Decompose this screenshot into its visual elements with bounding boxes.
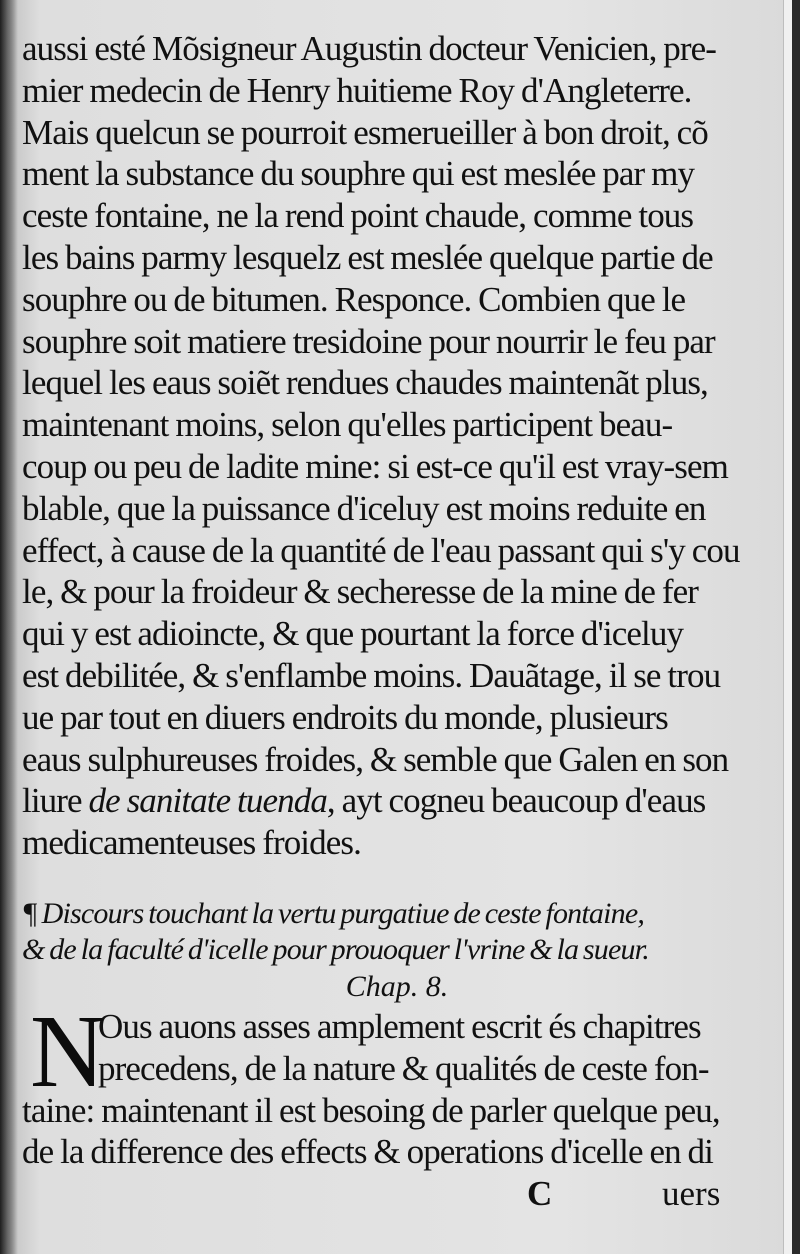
body-line: les bains parmy lesquelz est meslée quelque partie de bbox=[22, 237, 713, 277]
chapter-line: precedens, de la nature & qualités de ceste fon- bbox=[98, 1048, 709, 1088]
body-line: lequel les eaus soiẽt rendues chaudes maintenãt plus, bbox=[22, 363, 708, 403]
body-line: le, & pour la froideur & secheresse de la mine de fer bbox=[22, 572, 698, 612]
body-line: est debilitée, & s'enflambe moins. Dauãtage, il se trou bbox=[22, 655, 721, 695]
book-title-italic: de sanitate tuenda bbox=[88, 781, 327, 821]
body-line: effect, à cause de la quantité de l'eau passant qui s'y cou bbox=[22, 530, 740, 570]
body-line: mier medecin de Henry huitieme Roy d'Angleterre. bbox=[22, 70, 692, 110]
discourse-heading-line: & de la faculté d'icelle pour prouoquer l'vrine & la sueur. bbox=[22, 932, 649, 966]
body-line: aussi esté Mõsigneur Augustin docteur Venicien, pre- bbox=[22, 29, 717, 68]
body-line: souphre ou de bitumen. Responce. Combien que le bbox=[22, 279, 686, 319]
chapter-line: Ous auons asses amplement escrit és chapitres bbox=[98, 1006, 701, 1046]
body-line: ment la substance du souphre qui est meslée par my bbox=[22, 154, 695, 194]
body-line: qui y est adioincte, & que pourtant la force d'iceluy bbox=[22, 614, 684, 654]
body-line: eaus sulphureuses froides, & semble que Galen en son bbox=[22, 739, 729, 779]
galen-line bbox=[22, 780, 732, 822]
gutter-shadow bbox=[0, 0, 18, 1254]
drop-cap: N bbox=[30, 993, 106, 1109]
body-line: Mais quelcun se pourroit esmerueiller à bon droit, cõ bbox=[22, 112, 708, 152]
chapter-line: de la difference des effects & operations d'icelle en di bbox=[22, 1132, 713, 1172]
body-line-last: medicamenteuses froides. bbox=[22, 823, 361, 863]
chapter-label: Chap. 8. bbox=[345, 969, 449, 1003]
signature-mark: C bbox=[527, 1174, 553, 1214]
discourse-heading-line: ¶ Discours touchant la vertu purgatiue de ceste fontaine, bbox=[22, 896, 645, 930]
page-edge bbox=[783, 0, 792, 1254]
body-line: ceste fontaine, ne la rend point chaude, comme tous bbox=[22, 196, 694, 236]
page-text bbox=[22, 28, 740, 1215]
galen-line-after: , ayt cogneu beaucoup d'eaus bbox=[326, 781, 706, 821]
chapter-line: taine: maintenant il est besoing de parler quelque peu, bbox=[22, 1090, 720, 1130]
page-footer bbox=[22, 1173, 732, 1215]
chapter-opening bbox=[22, 993, 732, 1109]
galen-line-before: liure bbox=[22, 781, 89, 821]
body-line: coup ou peu de ladite mine: si est-ce qu'il est vray-sem bbox=[22, 446, 728, 486]
body-line: ue par tout en diuers endroits du monde, plusieurs bbox=[22, 697, 668, 737]
catchword: uers bbox=[662, 1174, 721, 1214]
body-line: souphre soit matiere tresidoine pour nourrir le feu par bbox=[22, 321, 715, 361]
body-line: blable, que la puissance d'iceluy est moins reduite en bbox=[22, 488, 706, 528]
body-line: maintenant moins, selon qu'elles participent beau- bbox=[22, 405, 673, 445]
